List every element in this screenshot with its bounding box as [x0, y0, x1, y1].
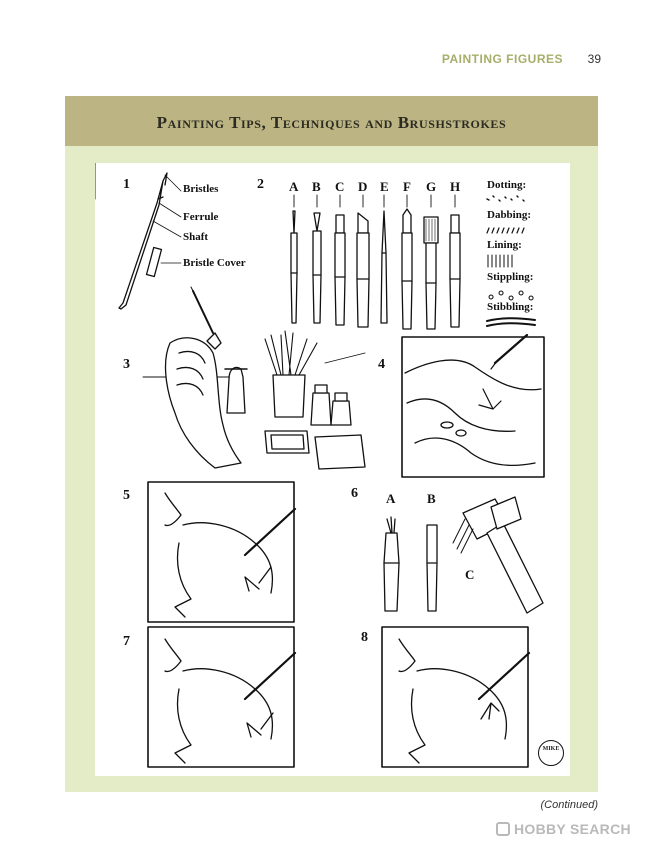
title-bar [65, 96, 598, 146]
fig1-label-ferrule: Ferrule [183, 211, 219, 223]
fig2-brush-b: B [312, 179, 321, 194]
panel-title: Painting Tips, Techniques and Brushstrokes [156, 113, 507, 132]
fig5-number: 5 [123, 488, 130, 503]
fig7-number: 7 [123, 634, 130, 649]
fig3-hand-drawing [143, 287, 365, 469]
illustration-drawing [95, 163, 570, 776]
fig2-brush-a: A [289, 179, 299, 194]
watermark-text: HOBBY SEARCH [514, 821, 631, 837]
stroke-dabbing: Dabbing: [487, 209, 532, 221]
stroke-stibbling: Stibbling: [487, 301, 534, 313]
fig2-brush-g: G [426, 179, 437, 194]
stroke-lining: Lining: [487, 239, 522, 251]
fig2-brush-d: D [358, 179, 368, 194]
watermark [496, 818, 646, 840]
fig1-number: 1 [123, 177, 130, 192]
fig1-label-bristles: Bristles [183, 183, 219, 195]
fig2-brush-h: H [450, 179, 461, 194]
fig5-shoulder-drawing [148, 482, 295, 622]
fig6-label-c: C [465, 567, 475, 582]
artist-signature: MIKE [538, 740, 564, 766]
fig7-shoulder-drawing [148, 627, 295, 767]
continued-note: (Continued) [540, 799, 598, 811]
fig1-label-bristle-cover: Bristle Cover [183, 257, 246, 269]
hobby-search-logo-icon [496, 822, 510, 836]
page-number: 39 [587, 52, 601, 66]
fig4-coat-drawing [402, 335, 544, 477]
fig8-shoulder-drawing [382, 627, 529, 767]
running-head [0, 52, 653, 72]
fig6-label-a: A [386, 491, 396, 506]
fig2-brush-e: E [380, 179, 389, 194]
stroke-stippling: Stippling: [487, 271, 534, 283]
fig2-brush-f: F [403, 179, 411, 194]
fig6-number: 6 [351, 486, 358, 501]
fig3-number: 3 [123, 357, 130, 372]
fig4-number: 4 [378, 357, 385, 372]
fig1-brush-drawing [119, 173, 181, 309]
fig8-number: 8 [361, 630, 368, 645]
fig6-label-b: B [427, 491, 436, 506]
fig2-brush-c: C [335, 179, 345, 194]
fig2-number: 2 [257, 177, 264, 192]
fig6-brushes-drawing [384, 497, 543, 613]
stroke-dotting: Dotting: [487, 179, 527, 191]
section-name: PAINTING FIGURES [441, 52, 563, 66]
illustration-area [95, 163, 570, 776]
fig1-label-shaft: Shaft [183, 231, 209, 243]
